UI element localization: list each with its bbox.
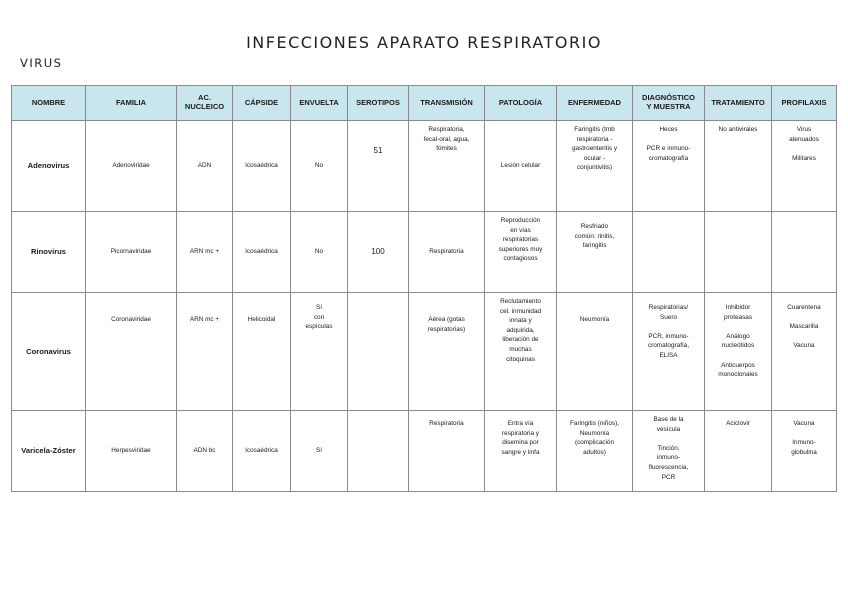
cell-enfermedad: Resfriado común: rinitis, faringitis <box>557 212 633 293</box>
cell-familia: Coronaviridae <box>86 293 177 411</box>
cell-capside: Icosaédrica <box>233 411 291 492</box>
cell-transmision: Respiratoria, fecal-oral, agua, fómites <box>409 121 485 212</box>
cell-enfermedad: Neumonía <box>557 293 633 411</box>
cell-diagnostico <box>633 212 705 293</box>
cell-serotipos <box>348 411 409 492</box>
header-transmision: TRANSMISIÓN <box>409 86 485 121</box>
cell-serotipos <box>348 293 409 411</box>
cell-patologia: Reproducción en vías respiratorias superiores muy contagiosos <box>485 212 557 293</box>
virus-table <box>11 85 837 492</box>
header-nombre: NOMBRE <box>12 86 86 121</box>
cell-acido: ADN <box>177 121 233 212</box>
cell-familia: Herpesviridae <box>86 411 177 492</box>
cell-patologia: Entra vía respiratoria y disemina por sangre y linfa <box>485 411 557 492</box>
cell-tratamiento: No antivirales <box>705 121 772 212</box>
cell-envuelta: Sí con espículas <box>291 293 348 411</box>
cell-tratamiento <box>705 212 772 293</box>
section-subtitle: VIRUS <box>20 56 63 70</box>
cell-capside: Icosaédrica <box>233 121 291 212</box>
cell-familia: Adenoviridae <box>86 121 177 212</box>
cell-serotipos: 100 <box>348 212 409 293</box>
header-patologia: PATOLOGÍA <box>485 86 557 121</box>
header-capside: CÁPSIDE <box>233 86 291 121</box>
cell-profilaxis: Cuarentena Mascarilla Vacuna <box>772 293 837 411</box>
cell-acido: ARN mc + <box>177 293 233 411</box>
table-row <box>12 411 837 492</box>
cell-tratamiento: Inhibidor proteasas Análogo nucleótidos Anticuerpos monoclonales <box>705 293 772 411</box>
cell-envuelta: Sí <box>291 411 348 492</box>
cell-nombre: Rinovirus <box>12 212 86 293</box>
page-title: INFECCIONES APARATO RESPIRATORIO <box>246 33 602 52</box>
cell-familia: Picornaviridae <box>86 212 177 293</box>
header-envuelta: ENVUELTA <box>291 86 348 121</box>
header-serotipos: SEROTIPOS <box>348 86 409 121</box>
cell-diagnostico: Heces PCR e inmuno- cromatografía <box>633 121 705 212</box>
cell-capside: Helicoidal <box>233 293 291 411</box>
table-header-row <box>12 86 837 121</box>
cell-nombre: Coronavirus <box>12 293 86 411</box>
cell-patologia: Lesión celular <box>485 121 557 212</box>
cell-envuelta: No <box>291 121 348 212</box>
header-acido-nucleico: AC. NUCLEICO <box>177 86 233 121</box>
cell-diagnostico: Base de la vesícula Tinción, inmuno- fluorescencia, PCR <box>633 411 705 492</box>
cell-enfermedad: Faringitis (tmb respiratoria - gastroenteritis y ocular - conjuntivitis) <box>557 121 633 212</box>
cell-nombre: Adenovirus <box>12 121 86 212</box>
cell-transmision: Aérea (gotas respiratorias) <box>409 293 485 411</box>
cell-enfermedad: Faringitis (niños), Neumonía (complicación adultos) <box>557 411 633 492</box>
cell-acido: ARN mc + <box>177 212 233 293</box>
header-tratamiento: TRATAMIENTO <box>705 86 772 121</box>
cell-profilaxis: Virus atenuados Militares <box>772 121 837 212</box>
cell-transmision: Respiratoria <box>409 411 485 492</box>
header-profilaxis: PROFILAXIS <box>772 86 837 121</box>
cell-tratamiento: Aciclovir <box>705 411 772 492</box>
cell-capside: Icosaédrica <box>233 212 291 293</box>
cell-nombre: Varicela-Zóster <box>12 411 86 492</box>
cell-serotipos: 51 <box>348 121 409 212</box>
cell-profilaxis <box>772 212 837 293</box>
cell-acido: ADN bc <box>177 411 233 492</box>
cell-diagnostico: Respiratorias/ Suero PCR, inmuno- cromatografía, ELISA <box>633 293 705 411</box>
header-enfermedad: ENFERMEDAD <box>557 86 633 121</box>
cell-transmision: Respiratoria <box>409 212 485 293</box>
cell-envuelta: No <box>291 212 348 293</box>
header-familia: FAMILIA <box>86 86 177 121</box>
table-row <box>12 212 837 293</box>
header-diagnostico: DIAGNÓSTICO Y MUESTRA <box>633 86 705 121</box>
cell-profilaxis: Vacuna Inmuno- globulina <box>772 411 837 492</box>
table-row <box>12 293 837 411</box>
table-row <box>12 121 837 212</box>
cell-patologia: Reclutamiento cel. inmunidad innata y adquirida, liberación de muchas citoquinas <box>485 293 557 411</box>
